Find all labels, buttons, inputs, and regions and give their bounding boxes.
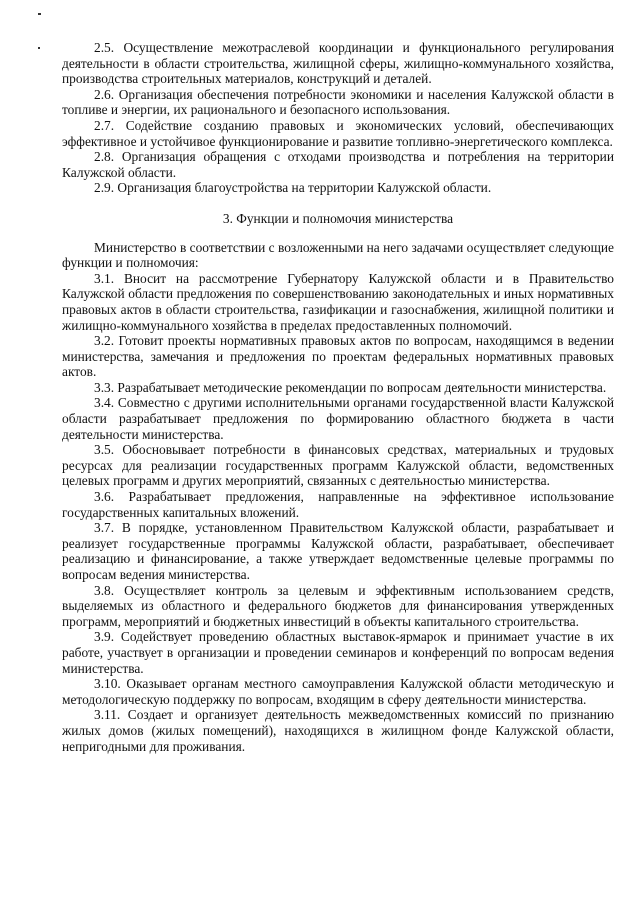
paragraph-3-10: 3.10. Оказывает органам местного самоуправления Калужской области методическую и методологическую поддержку по вопросам, входящим в сферу деятельности министерства. (62, 676, 614, 707)
paragraph-intro: Министерство в соответствии с возложенными на него задачами осуществляет следующие функции и полномочия: (62, 239, 614, 271)
paragraph-3-9: 3.9. Содействует проведению областных выставок-ярмарок и принимает участие в их работе, участвует в организации и проведении семинаров и конференций по вопросам ведения министерства. (62, 629, 614, 676)
paragraph-3-6: 3.6. Разрабатывает предложения, направленные на эффективное использование государственных капитальных вложений. (62, 489, 614, 520)
section-heading: 3. Функции и полномочия министерства (222, 210, 454, 226)
paragraph-2-6: 2.6. Организация обеспечения потребности экономики и населения Калужской области в топливе и энергии, их рационального и безопасного использования. (62, 86, 614, 118)
paragraph-3-5: 3.5. Обосновывает потребности в финансовых средствах, материальных и трудовых ресурсах для реализации государственных программ Калужской области, ведомственных целевых программ и других мероприятий, связанных с деятельностью министерства. (62, 442, 614, 489)
paragraph-3-1: 3.1. Вносит на рассмотрение Губернатору Калужской области и в Правительство Калужской области предложения по совершенствованию законодательных и иных нормативных правовых актов в области строительства, газификации и газоснабжения, жилищной политики и жилищно-коммунального хозяйства в пределах предоставленных полномочий. (62, 270, 614, 333)
document-page (62, 40, 614, 754)
paragraph-3-8: 3.8. Осуществляет контроль за целевым и эффективным использованием средств, выделяемых из областного и федерального бюджетов для финансирования утвержденных программ, мероприятий и бюджетных инвестиций в объекты капитального строительства. (62, 582, 614, 629)
paragraph-2-9: 2.9. Организация благоустройства на территории Калужской области. (94, 180, 492, 196)
paragraph-3-4: 3.4. Совместно с другими исполнительными органами государственной власти Калужской области разрабатывает предложения по формированию областного бюджета в части деятельности министерства. (62, 395, 614, 442)
scan-speck-left (38, 47, 40, 49)
paragraph-2-5: 2.5. Осуществление межотраслевой координации и функционального регулирования деятельности в области строительства, жилищной сферы, жилищно-коммунального хозяйства, производства строительных материалов, конструкций и деталей. (62, 40, 614, 87)
scan-speck-top (38, 13, 41, 15)
paragraph-3-2: 3.2. Готовит проекты нормативных правовых актов по вопросам, находящимся в ведении министерства, замечания и предложения по проектам федеральных нормативных правовых актов. (62, 333, 614, 380)
paragraph-3-3: 3.3. Разрабатывает методические рекомендации по вопросам деятельности министерства. (94, 379, 607, 395)
paragraph-3-7: 3.7. В порядке, установленном Правительством Калужской области, разрабатывает и реализует государственные программы Калужской области, разрабатывает, обеспечивает реализацию и финансирование, а также утверждает ведомственные целевые программы по вопросам ведения министерства. (62, 520, 614, 582)
paragraph-2-7: 2.7. Содействие созданию правовых и экономических условий, обеспечивающих эффективное и устойчивое функционирование и развитие топливно-энергетического комплекса. (62, 117, 614, 149)
paragraph-2-8: 2.8. Организация обращения с отходами производства и потребления на территории Калужской области. (62, 149, 614, 180)
paragraph-3-11: 3.11. Создает и организует деятельность межведомственных комиссий по признанию жилых домов (жилых помещений), находящихся в жилищном фонде Калужской области, непригодными для проживания. (62, 707, 614, 754)
